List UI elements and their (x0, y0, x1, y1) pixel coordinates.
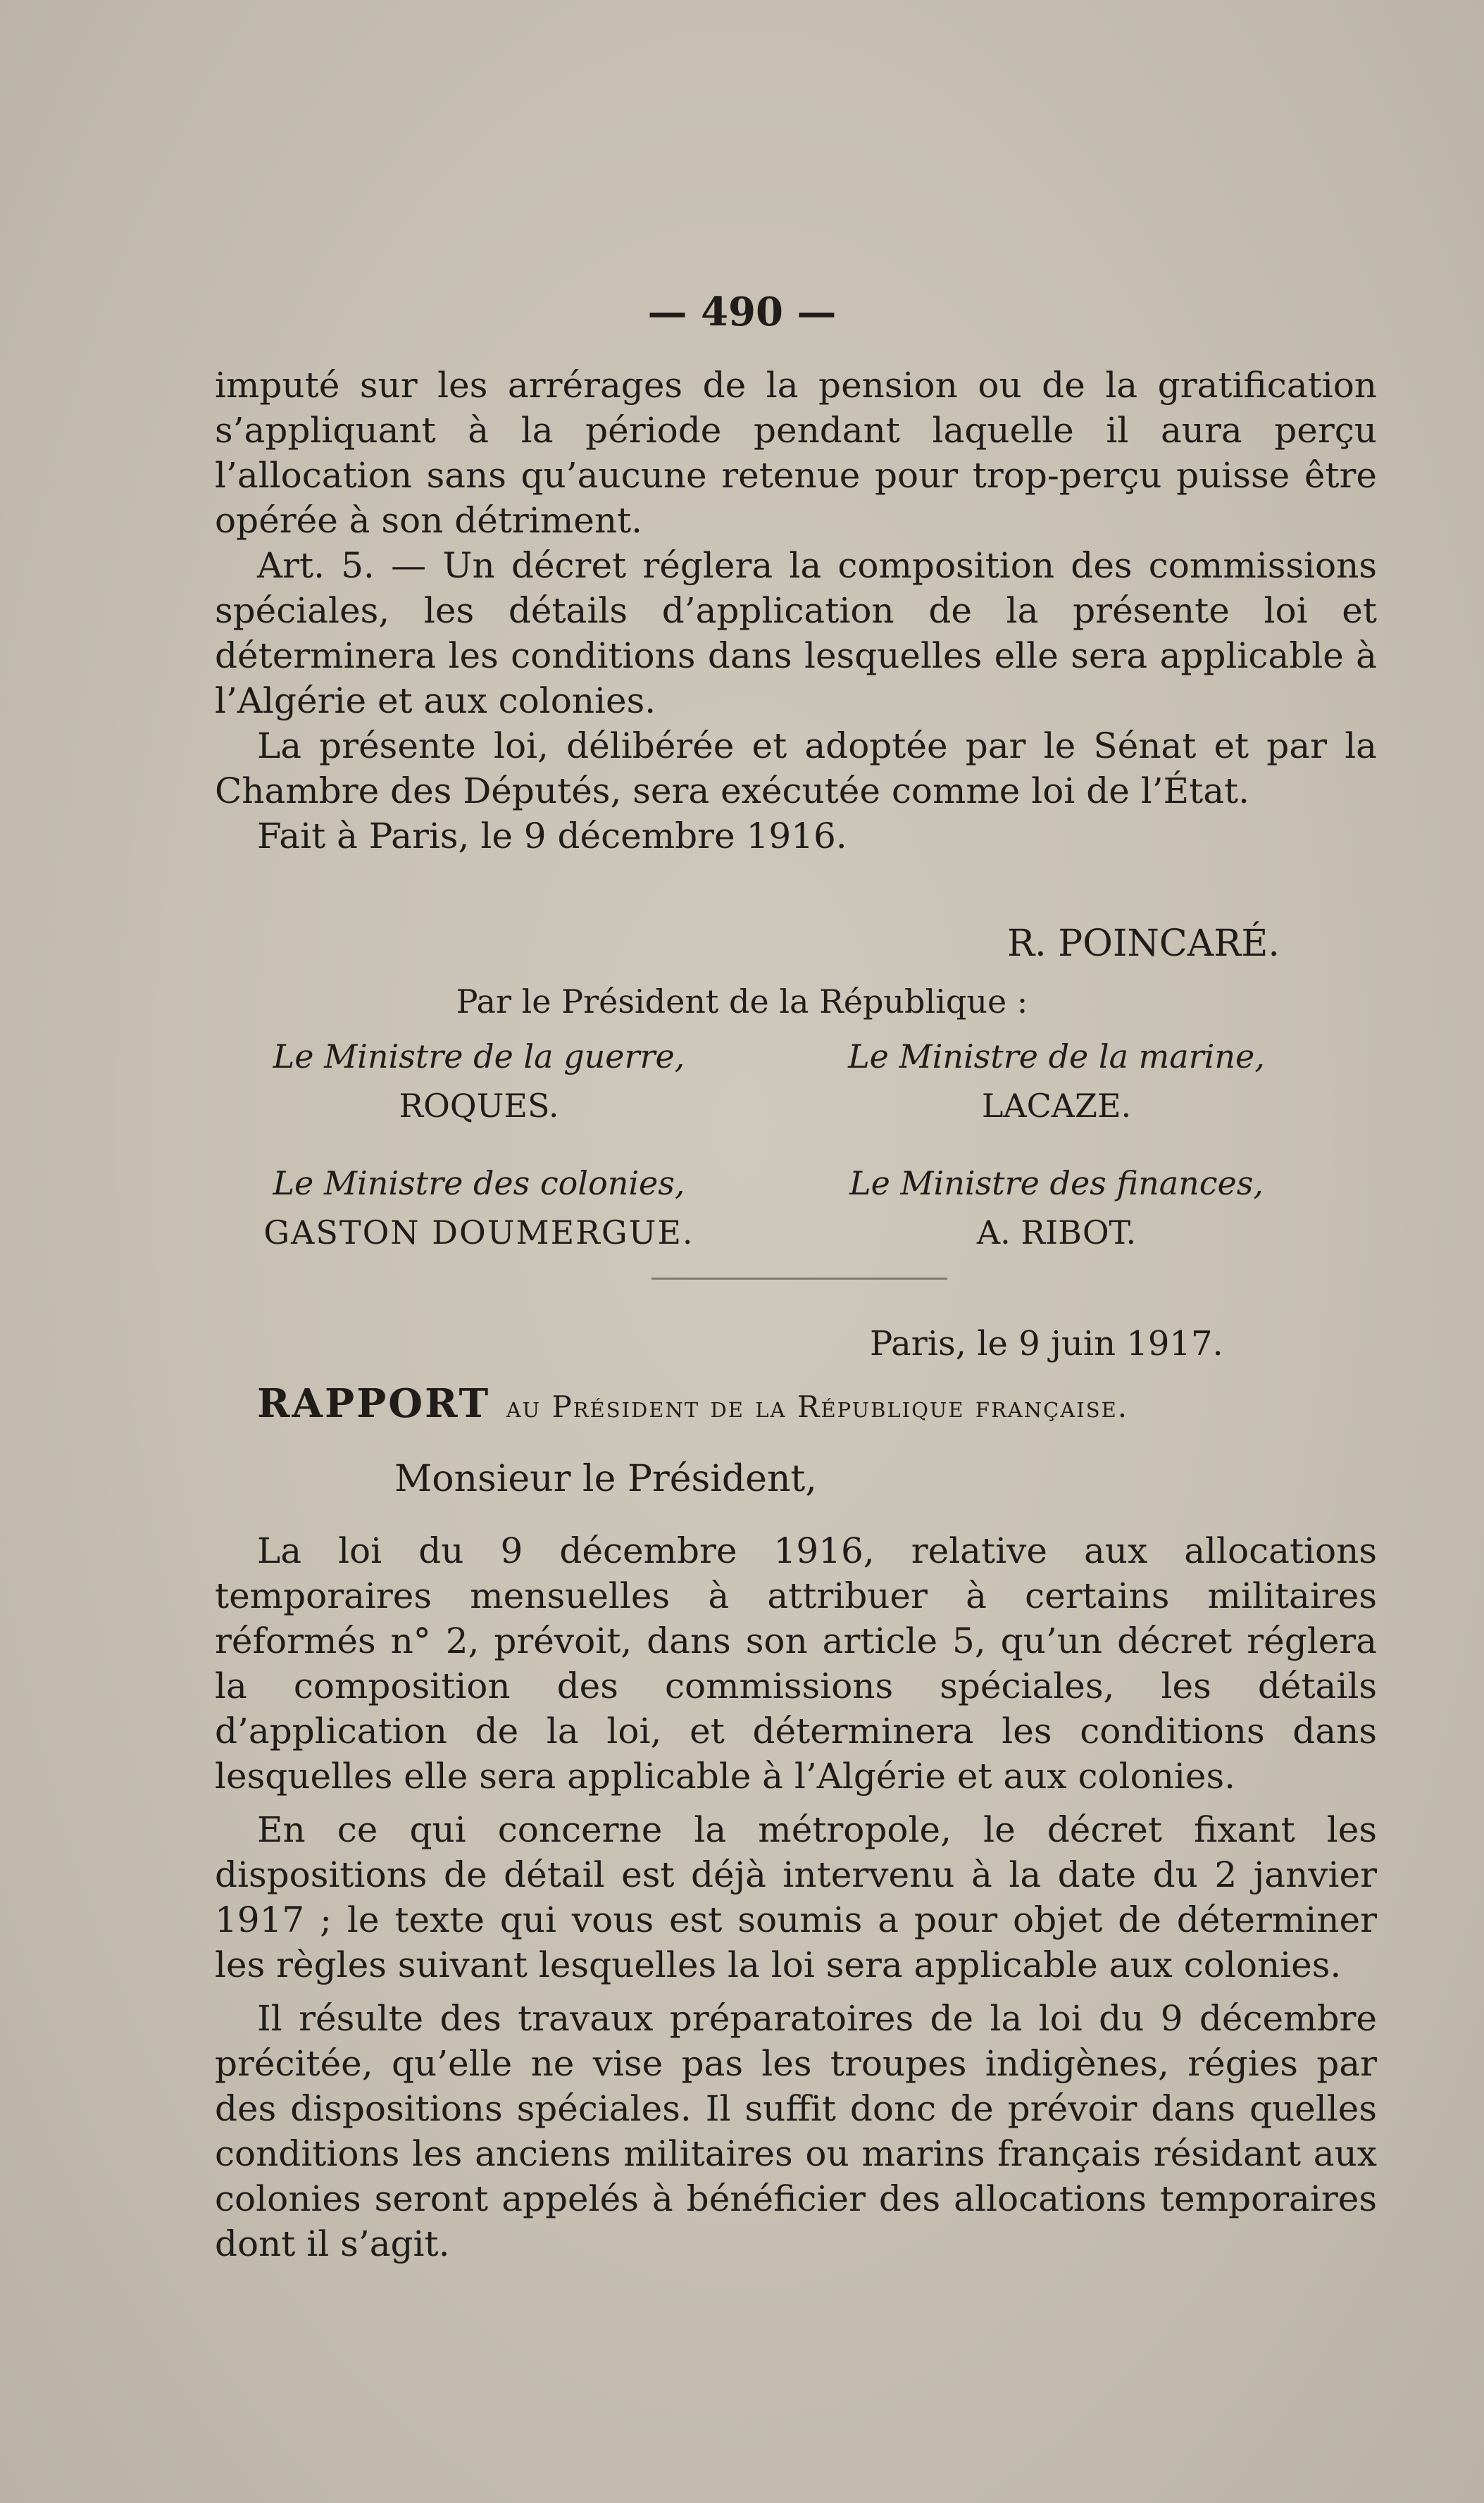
minister-name: GASTON DOUMERGUE. (263, 1213, 694, 1252)
date-of-law: Fait à Paris, le 9 décembre 1916. (257, 816, 847, 856)
report-title (257, 1380, 1314, 1427)
salutation: Monsieur le Président, (394, 1458, 817, 1500)
president-signature: R. POINCARÉ. (1007, 923, 1280, 965)
report-title-rest: au Président de la République française. (506, 1390, 1129, 1424)
minister-name: ROQUES. (399, 1087, 559, 1125)
report-paragraph: La loi du 9 décembre 1916, relative aux allocations temporaires mensuelles à attribuer à certains militaires réformés n° 2, prévoit, dans son article 5, qu’un décret réglera la composition des commissions spéciales, les détails d’application de la loi, et déterminera les conditions dans lesquelles elle sera applicable à l’Algérie et aux colonies. (215, 1530, 1377, 1797)
report-paragraph: Il résulte des travaux préparatoires de la loi du 9 décembre précitée, qu’elle ne vise pas les troupes indigènes, régies par des dispositions spéciales. Il suffit donc de prévoir dans quelles conditions les anciens militaires ou marins français résidant aux colonies seront appelés à bénéficier des allocations temporaires dont il s’agit. (215, 1998, 1377, 2264)
report-title-word: RAPPORT (257, 1380, 491, 1427)
minister-name: LACAZE. (981, 1087, 1132, 1125)
minister-marine (789, 1035, 1324, 1127)
minister-colonies (211, 1162, 747, 1254)
report-paragraph: En ce qui concerne la métropole, le décret fixant les dispositions de détail est déjà intervenu à la date du 2 janvier 1917 ; le texte qui vous est soumis a pour objet de déterminer les règles suivant lesquelles la loi sera applicable aux colonies. (215, 1809, 1377, 1985)
enactment-paragraph: La présente loi, délibérée et adoptée par le Sénat et par la Chambre des Députés, sera exécutée comme loi de l’État. (215, 725, 1377, 811)
law-paragraph: imputé sur les arrérages de la pension ou de la gratification s’appliquant à la période pendant laquelle il aura perçu l’allocation sans qu’aucune retenue pour trop-perçu puisse être opérée à son détriment. (215, 365, 1377, 541)
page-number: — 490 — (647, 289, 837, 335)
report-text (215, 1528, 1377, 2266)
president-line: Par le Président de la République : (456, 982, 1028, 1020)
separator-rule (651, 1278, 947, 1280)
report-date: Paris, le 9 juin 1917. (870, 1324, 1223, 1363)
minister-title: Le Ministre de la marine, (848, 1037, 1265, 1075)
minister-title: Le Ministre des finances, (849, 1164, 1264, 1202)
minister-title: Le Ministre des colonies, (273, 1164, 685, 1202)
law-text (215, 363, 1377, 859)
minister-finances (789, 1162, 1324, 1254)
minister-guerre (211, 1035, 747, 1127)
minister-title: Le Ministre de la guerre, (273, 1037, 685, 1075)
minister-name: A. RIBOT. (976, 1213, 1137, 1252)
article-5-paragraph: Art. 5. — Un décret réglera la composition des commissions spéciales, les détails d’application de la présente loi et déterminera les conditions dans lesquelles elle sera applicable à l’Algérie et aux colonies. (215, 545, 1377, 721)
